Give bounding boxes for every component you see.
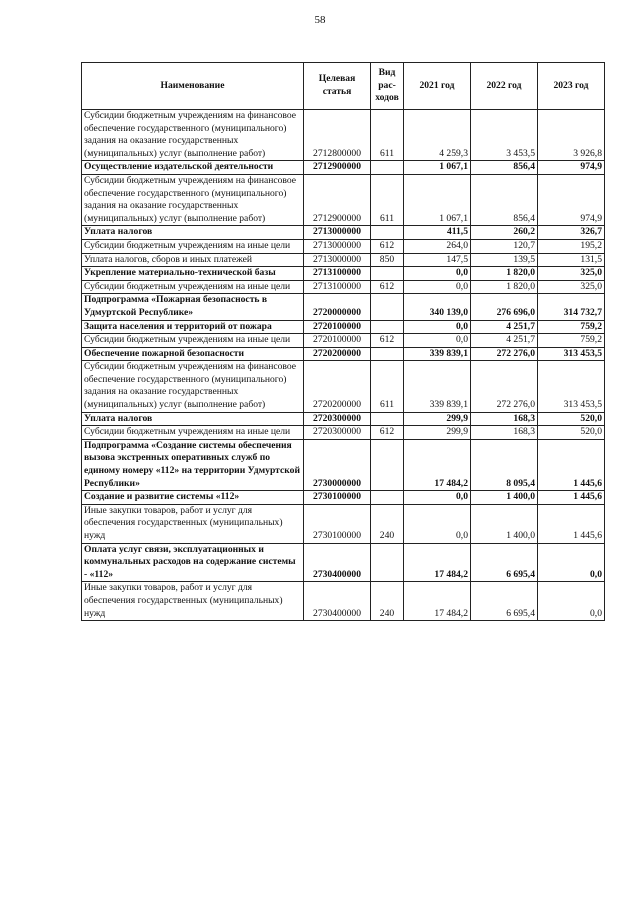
header-name: Наименование bbox=[82, 63, 304, 110]
row-vid: 612 bbox=[371, 239, 404, 253]
table-row bbox=[82, 543, 605, 582]
row-vid: 240 bbox=[371, 504, 404, 543]
row-name: Подпрограмма «Создание системы обеспечения вызова экстренных оперативных служб по единому номеру «112» на территории Удмуртской Республики» bbox=[82, 439, 304, 490]
row-vid: 612 bbox=[371, 426, 404, 440]
page-number: 58 bbox=[314, 14, 326, 26]
row-code: 2712800000 bbox=[304, 110, 371, 161]
row-2022: 276 696,0 bbox=[471, 294, 538, 320]
table-row bbox=[82, 294, 605, 320]
row-vid bbox=[371, 491, 404, 505]
row-code: 2720300000 bbox=[304, 412, 371, 426]
row-code: 2730000000 bbox=[304, 439, 371, 490]
row-vid: 240 bbox=[371, 582, 404, 621]
row-code: 2713100000 bbox=[304, 267, 371, 281]
row-2023: 1 445,6 bbox=[538, 504, 605, 543]
row-2022: 168,3 bbox=[471, 426, 538, 440]
row-vid bbox=[371, 347, 404, 361]
row-2021: 147,5 bbox=[404, 253, 471, 267]
row-2022: 1 400,0 bbox=[471, 491, 538, 505]
row-2023: 520,0 bbox=[538, 412, 605, 426]
row-code: 2730400000 bbox=[304, 543, 371, 582]
row-name: Субсидии бюджетным учреждениям на финансовое обеспечение государственного (муниципального) задания на оказание государственных (муниципальных) услуг (выполнение работ) bbox=[82, 174, 304, 225]
row-2023: 313 453,5 bbox=[538, 347, 605, 361]
row-code: 2730100000 bbox=[304, 504, 371, 543]
table-row bbox=[82, 426, 605, 440]
row-code: 2713100000 bbox=[304, 280, 371, 294]
row-2022: 260,2 bbox=[471, 226, 538, 240]
row-code: 2720300000 bbox=[304, 426, 371, 440]
row-vid bbox=[371, 161, 404, 175]
table-row bbox=[82, 280, 605, 294]
row-name: Оплата услуг связи, эксплуатационных и коммунальных расходов на содержание системы - «112» bbox=[82, 543, 304, 582]
row-name: Защита населения и территорий от пожара bbox=[82, 320, 304, 334]
row-code: 2730400000 bbox=[304, 582, 371, 621]
row-2021: 339 839,1 bbox=[404, 361, 471, 412]
row-2022: 4 251,7 bbox=[471, 320, 538, 334]
table-row bbox=[82, 334, 605, 348]
row-name: Создание и развитие системы «112» bbox=[82, 491, 304, 505]
table-row bbox=[82, 361, 605, 412]
row-2021: 0,0 bbox=[404, 334, 471, 348]
row-name: Уплата налогов, сборов и иных платежей bbox=[82, 253, 304, 267]
row-name: Уплата налогов bbox=[82, 226, 304, 240]
row-2023: 325,0 bbox=[538, 280, 605, 294]
row-code: 2720200000 bbox=[304, 347, 371, 361]
row-2021: 339 839,1 bbox=[404, 347, 471, 361]
row-vid bbox=[371, 543, 404, 582]
table-row bbox=[82, 226, 605, 240]
row-2023: 313 453,5 bbox=[538, 361, 605, 412]
row-vid bbox=[371, 439, 404, 490]
row-2021: 411,5 bbox=[404, 226, 471, 240]
table-row bbox=[82, 110, 605, 161]
row-2022: 120,7 bbox=[471, 239, 538, 253]
row-2022: 168,3 bbox=[471, 412, 538, 426]
table-row bbox=[82, 412, 605, 426]
row-vid bbox=[371, 294, 404, 320]
row-2023: 0,0 bbox=[538, 582, 605, 621]
row-2022: 139,5 bbox=[471, 253, 538, 267]
row-2023: 131,5 bbox=[538, 253, 605, 267]
row-name: Обеспечение пожарной безопасности bbox=[82, 347, 304, 361]
row-code: 2720200000 bbox=[304, 361, 371, 412]
row-2023: 520,0 bbox=[538, 426, 605, 440]
row-name: Субсидии бюджетным учреждениям на финансовое обеспечение государственного (муниципального) задания на оказание государственных (муниципальных) услуг (выполнение работ) bbox=[82, 361, 304, 412]
row-2023: 974,9 bbox=[538, 174, 605, 225]
row-code: 2720100000 bbox=[304, 334, 371, 348]
row-2022: 272 276,0 bbox=[471, 361, 538, 412]
row-2023: 1 445,6 bbox=[538, 491, 605, 505]
row-code: 2712900000 bbox=[304, 161, 371, 175]
row-name: Уплата налогов bbox=[82, 412, 304, 426]
header-2022: 2022 год bbox=[471, 63, 538, 110]
table-row bbox=[82, 267, 605, 281]
row-2021: 17 484,2 bbox=[404, 582, 471, 621]
row-2023: 759,2 bbox=[538, 320, 605, 334]
row-2022: 8 095,4 bbox=[471, 439, 538, 490]
row-name: Субсидии бюджетным учреждениям на иные цели bbox=[82, 280, 304, 294]
row-2021: 0,0 bbox=[404, 267, 471, 281]
row-2021: 0,0 bbox=[404, 320, 471, 334]
row-2023: 3 926,8 bbox=[538, 110, 605, 161]
row-2023: 759,2 bbox=[538, 334, 605, 348]
row-vid bbox=[371, 226, 404, 240]
row-2022: 272 276,0 bbox=[471, 347, 538, 361]
row-2023: 314 732,7 bbox=[538, 294, 605, 320]
row-name: Субсидии бюджетным учреждениям на иные цели bbox=[82, 426, 304, 440]
row-vid: 612 bbox=[371, 334, 404, 348]
row-code: 2713000000 bbox=[304, 253, 371, 267]
row-2023: 1 445,6 bbox=[538, 439, 605, 490]
row-2023: 195,2 bbox=[538, 239, 605, 253]
header-2023: 2023 год bbox=[538, 63, 605, 110]
table-row bbox=[82, 174, 605, 225]
row-2022: 1 820,0 bbox=[471, 267, 538, 281]
row-2023: 326,7 bbox=[538, 226, 605, 240]
row-vid: 611 bbox=[371, 361, 404, 412]
header-target: Целевая статья bbox=[304, 63, 371, 110]
table-row bbox=[82, 439, 605, 490]
row-2021: 299,9 bbox=[404, 426, 471, 440]
row-2021: 1 067,1 bbox=[404, 161, 471, 175]
row-code: 2713000000 bbox=[304, 226, 371, 240]
row-name: Иные закупки товаров, работ и услуг для обеспечения государственных (муниципальных) нужд bbox=[82, 582, 304, 621]
table-row bbox=[82, 239, 605, 253]
row-vid bbox=[371, 412, 404, 426]
table-row bbox=[82, 582, 605, 621]
row-name: Иные закупки товаров, работ и услуг для обеспечения государственных (муниципальных) нужд bbox=[82, 504, 304, 543]
row-name: Субсидии бюджетным учреждениям на иные цели bbox=[82, 239, 304, 253]
row-2021: 0,0 bbox=[404, 491, 471, 505]
row-2022: 3 453,5 bbox=[471, 110, 538, 161]
row-2021: 264,0 bbox=[404, 239, 471, 253]
table-row bbox=[82, 504, 605, 543]
row-code: 2720000000 bbox=[304, 294, 371, 320]
table-row bbox=[82, 253, 605, 267]
header-2021: 2021 год bbox=[404, 63, 471, 110]
row-2021: 1 067,1 bbox=[404, 174, 471, 225]
row-2022: 4 251,7 bbox=[471, 334, 538, 348]
row-name: Осуществление издательской деятельности bbox=[82, 161, 304, 175]
row-vid: 612 bbox=[371, 280, 404, 294]
row-2022: 856,4 bbox=[471, 161, 538, 175]
table-header-row bbox=[82, 63, 605, 110]
row-2022: 1 820,0 bbox=[471, 280, 538, 294]
row-2022: 6 695,4 bbox=[471, 543, 538, 582]
header-vid: Вид рас- ходов bbox=[371, 63, 404, 110]
table-row bbox=[82, 491, 605, 505]
row-2021: 17 484,2 bbox=[404, 543, 471, 582]
table-row bbox=[82, 161, 605, 175]
row-2021: 299,9 bbox=[404, 412, 471, 426]
row-vid bbox=[371, 320, 404, 334]
row-code: 2713000000 bbox=[304, 239, 371, 253]
budget-table bbox=[81, 62, 605, 621]
row-2022: 1 400,0 bbox=[471, 504, 538, 543]
row-2021: 340 139,0 bbox=[404, 294, 471, 320]
row-2023: 325,0 bbox=[538, 267, 605, 281]
row-code: 2720100000 bbox=[304, 320, 371, 334]
row-name: Субсидии бюджетным учреждениям на иные цели bbox=[82, 334, 304, 348]
table-row bbox=[82, 347, 605, 361]
row-2021: 17 484,2 bbox=[404, 439, 471, 490]
row-vid: 611 bbox=[371, 110, 404, 161]
row-vid: 611 bbox=[371, 174, 404, 225]
table-row bbox=[82, 320, 605, 334]
row-2023: 974,9 bbox=[538, 161, 605, 175]
row-2022: 6 695,4 bbox=[471, 582, 538, 621]
row-2022: 856,4 bbox=[471, 174, 538, 225]
row-2023: 0,0 bbox=[538, 543, 605, 582]
row-vid bbox=[371, 267, 404, 281]
row-code: 2730100000 bbox=[304, 491, 371, 505]
row-2021: 0,0 bbox=[404, 504, 471, 543]
row-vid: 850 bbox=[371, 253, 404, 267]
row-code: 2712900000 bbox=[304, 174, 371, 225]
row-2021: 4 259,3 bbox=[404, 110, 471, 161]
row-name: Укрепление материально-технической базы bbox=[82, 267, 304, 281]
row-name: Субсидии бюджетным учреждениям на финансовое обеспечение государственного (муниципального) задания на оказание государственных (муниципальных) услуг (выполнение работ) bbox=[82, 110, 304, 161]
row-name: Подпрограмма «Пожарная безопасность в Удмуртской Республике» bbox=[82, 294, 304, 320]
row-2021: 0,0 bbox=[404, 280, 471, 294]
